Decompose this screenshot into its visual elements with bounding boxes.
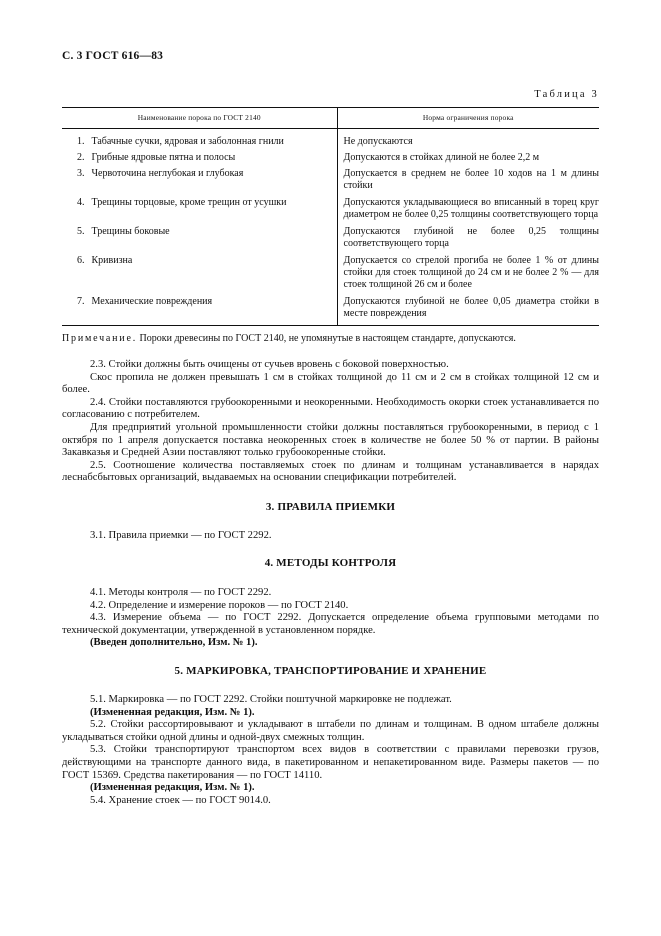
clause-2-3: 2.3. Стойки должны быть очищены от сучьев вровень с боковой поверхностью. xyxy=(90,359,449,370)
defect-name: Трещины боковые xyxy=(91,226,170,237)
page-header: С. 3 ГОСТ 616—83 xyxy=(62,50,164,62)
defect-name: Грибные ядровые пятна и полосы xyxy=(91,152,236,163)
defect-name: Механические повреждения xyxy=(91,296,213,307)
defect-name: Трещины торцовые, кроме трещин от усушки xyxy=(91,197,287,208)
amendment-note: (Измененная редакция, Изм. № 1). xyxy=(90,782,255,794)
table-row xyxy=(62,164,599,192)
clause-2-3-cut: Скос пропила не должен превышать 1 см в стойках толщиной до 11 см и 2 см в стойках толщиной 12 см и более. xyxy=(62,371,599,396)
norm-cell: Допускается со стрелой прогиба не более 1 % от длины стойки для стоек толщиной до 24 см и не более 2 % — для стоек толщиной 26 см и более xyxy=(343,255,599,290)
clause-4-1: 4.1. Методы контроля — по ГОСТ 2292. xyxy=(90,587,272,598)
clause-5-1: 5.1. Маркировка — по ГОСТ 2292. Стойки поштучной маркировке не подлежат. xyxy=(90,694,452,705)
amendment-note: (Введен дополнительно, Изм. № 1). xyxy=(90,637,258,649)
clause-2-5: 2.5. Соотношение количества поставляемых стоек по длинам и толщинам устанавливается в нарядах леснабсбытовых организаций, выдаваемых на основании спецификации потребителей. xyxy=(62,459,599,484)
clauses-section-2 xyxy=(62,359,599,485)
clause-5-4: 5.4. Хранение стоек — по ГОСТ 9014.0. xyxy=(90,794,271,806)
table-row xyxy=(62,250,599,291)
defect-name: Кривизна xyxy=(91,255,133,266)
clause-4-3: 4.3. Измерение объема — по ГОСТ 2292. Допускается определение объема групповыми методами по технической документации, утвержденной в установленном порядке. xyxy=(62,612,599,636)
section-3-body xyxy=(62,530,599,543)
table-note xyxy=(62,333,599,344)
table-row xyxy=(62,221,599,250)
clause-5-3: 5.3. Стойки транспортируют транспортом всех видов в соответствии с правилами перевозки грузов, действующими на транспорте данного вида, в пакетированном и непакетированном виде. Размеры пакетов — по ГОСТ 15369. Средства пакетирования — по ГОСТ 14110. xyxy=(62,744,599,781)
note-text: Пороки древесины по ГОСТ 2140, не упомянутые в настоящем стандарте, допускаются. xyxy=(137,333,516,344)
table-caption: Таблица 3 xyxy=(534,89,599,100)
clause-2-4-coal: Для предприятий угольной промышленности стойки должны поставляться грубоокоренными, в период с 1 октября по 1 апреля допускается поставка неокоренных стоек в количестве не более 50 % от партии. В районы Закавказья и Средней Азии поставляют только грубоокоренные стойки. xyxy=(62,421,599,459)
section-4-title: 4. МЕТОДЫ КОНТРОЛЯ xyxy=(264,557,397,569)
clause-2-4: 2.4. Стойки поставляются грубоокоренными и неокоренными. Необходимость окорки стоек устанавливается по согласованию с потребителем. xyxy=(62,396,599,421)
section-5-body xyxy=(62,694,599,807)
table-row xyxy=(62,291,599,326)
table-row xyxy=(62,129,599,149)
row-number: 5. xyxy=(77,226,85,237)
norm-cell: Допускается в среднем не более 10 ходов на 1 м длины стойки xyxy=(343,168,599,191)
row-number: 4. xyxy=(77,197,85,208)
row-number: 3. xyxy=(77,168,85,179)
table-row xyxy=(62,148,599,164)
defects-table xyxy=(62,107,599,326)
col-header-defect: Наименование порока по ГОСТ 2140 xyxy=(62,108,337,129)
norm-cell: Допускаются глубиной не более 0,05 диаметра стойки в месте повреждения xyxy=(337,291,599,326)
section-4-body xyxy=(62,587,599,650)
norm-cell: Не допускаются xyxy=(343,136,413,147)
section-5-title: 5. МАРКИРОВКА, ТРАНСПОРТИРОВАНИЕ И ХРАНЕНИЕ xyxy=(174,665,487,677)
row-number: 7. xyxy=(77,296,85,307)
row-number: 1. xyxy=(77,136,85,147)
defect-name: Червоточина неглубокая и глубокая xyxy=(91,168,244,179)
note-label: Примечание. xyxy=(62,333,138,344)
table-header-row xyxy=(62,108,599,129)
section-3-title: 3. ПРАВИЛА ПРИЕМКИ xyxy=(265,501,396,513)
col-header-norm: Норма ограничения порока xyxy=(337,108,599,129)
table-row xyxy=(62,192,599,221)
defect-name: Табачные сучки, ядровая и заболонная гнили xyxy=(91,136,284,147)
norm-cell: Допускаются глубиной не более 0,25 толщины соответствующего торца xyxy=(343,226,599,249)
amendment-note: (Измененная редакция, Изм. № 1). xyxy=(90,706,255,718)
row-number: 2. xyxy=(77,152,85,163)
clause-3-1: 3.1. Правила приемки — по ГОСТ 2292. xyxy=(90,530,272,541)
norm-cell: Допускаются в стойках длиной не более 2,2 м xyxy=(343,152,540,163)
row-number: 6. xyxy=(77,255,85,266)
clause-4-2: 4.2. Определение и измерение пороков — по ГОСТ 2140. xyxy=(90,599,349,611)
norm-cell: Допускаются укладывающиеся во вписанный в торец круг диаметром не более 0,25 толщины соответствующего торца xyxy=(343,197,599,220)
clause-5-2: 5.2. Стойки рассортировывают и укладывают в штабели по длинам и толщинам. В одном штабеле должны укладываться стойки одной длины и одной-двух смежных толщин. xyxy=(62,719,599,743)
